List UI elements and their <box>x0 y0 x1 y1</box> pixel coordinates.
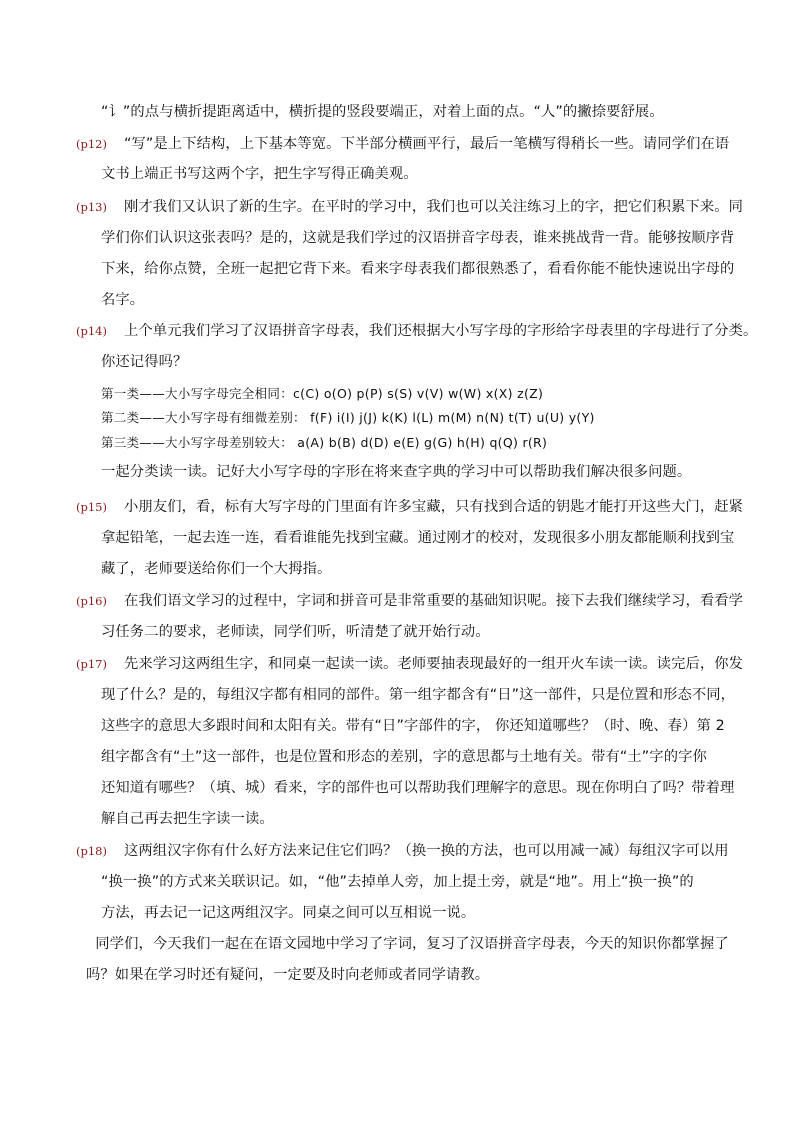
paragraph-line: 藏了，老师要送给你们一个大拇指。 <box>101 561 332 577</box>
page-label-p14: (p14) <box>76 324 107 338</box>
letter-class-2: 第二类——大小写字母有细微差别： f(F) i(I) j(J) k(K) l(L) m(M) n(N) t(T) u(U) y(Y) <box>101 410 595 425</box>
paragraph-line: 组字都含有“土”这一部件，也是位置和形态的差别，字的意思都与土地有关。带有“土”字的字你 <box>101 749 707 765</box>
conclusion-line: 同学们，今天我们一起在在语文园地中学习了字词，复习了汉语拼音字母表，今天的知识你都掌握了 <box>86 936 729 952</box>
paragraph-line: 还知道有哪些？（填、城）看来，字的部件也可以帮助我们理解字的意思。现在你明白了吗？带着理 <box>101 780 735 796</box>
paragraph-line: 这些字的意思大多跟时间和太阳有关。带有“日”字部件的字， 你还知道哪些？（时、晚、春）第 2 <box>101 718 725 734</box>
intro-line: “讠”的点与横折提距离适中，横折提的竖段要端正，对着上面的点。“人”的撇捺要舒展。 <box>101 104 664 120</box>
paragraph-line: 先来学习这两组生字，和同桌一起读一读。老师要抽表现最好的一组开火车读一读。读完后，你发 <box>124 656 744 672</box>
paragraph-line: 你还记得吗？ <box>101 354 188 370</box>
page-label-p12: (p12) <box>76 137 107 151</box>
paragraph-line: 习任务二的要求，老师读，同学们听，听清楚了就开始行动。 <box>101 624 490 640</box>
paragraph-line: 下来，给你点赞，全班一起把它背下来。看来字母表我们都很熟悉了，看看你能不能快速说出字母的 <box>101 261 735 277</box>
paragraph-line: 刚才我们又认识了新的生字。在平时的学习中，我们也可以关注练习上的字，把它们积累下来。同 <box>124 199 744 215</box>
page-label-p13: (p13) <box>76 200 107 214</box>
paragraph-line: “写”是上下结构，上下基本等宽。下半部分横画平行，最后一笔横写得稍长一些。请同学们在语 <box>124 136 730 152</box>
page-label-p18: (p18) <box>76 844 107 858</box>
paragraph-line: 名字。 <box>101 292 145 308</box>
paragraph-line: 文书上端正书写这两个字，把生字写得正确美观。 <box>101 166 418 182</box>
paragraph-line: 现了什么？是的，每组汉字都有相同的部件。第一组字都含有“日”这一部件，只是位置和形态不同， <box>101 687 736 703</box>
paragraph-line: 小朋友们，看，标有大写字母的门里面有许多宝藏，只有找到合适的钥匙才能打开这些大门，赶紧 <box>124 499 744 515</box>
paragraph-line: 这两组汉字你有什么好方法来记住它们吗？（换一换的方法，也可以用减一减）每组汉字可以用 <box>124 843 729 859</box>
paragraph-line: 在我们语文学习的过程中，字词和拼音可是非常重要的基础知识呢。接下去我们继续学习，看看学 <box>124 593 744 609</box>
page-label-p15: (p15) <box>76 500 107 514</box>
paragraph-line: 拿起铅笔，一起去连一连，看看谁能先找到宝藏。通过刚才的校对，发现很多小朋友都能顺利找到宝 <box>101 530 735 546</box>
paragraph-line: 学们你们认识这张表吗？是的，这就是我们学过的汉语拼音字母表，谁来挑战背一背。能够按顺序背 <box>101 230 735 246</box>
conclusion-line: 吗？如果在学习时还有疑问，一定要及时向老师或者同学请教。 <box>86 967 490 983</box>
paragraph-line: “换一换”的方式来关联识记。如，“他”去掉单人旁，加上提土旁，就是“地”。用上“换一换”的 <box>101 874 694 890</box>
paragraph-line: 一起分类读一读。记好大小写字母的字形在将来查字典的学习中可以帮助我们解决很多问题。 <box>101 464 692 480</box>
paragraph-line: 方法，再去记一记这两组汉字。同桌之间可以互相说一说。 <box>101 905 476 921</box>
letter-class-1: 第一类——大小写字母完全相同：c(C) o(O) p(P) s(S) v(V) w(W) x(X) z(Z) <box>101 386 544 401</box>
page-label-p16: (p16) <box>76 594 107 608</box>
letter-class-3: 第三类——大小写字母差别较大： a(A) b(B) d(D) e(E) g(G) h(H) q(Q) r(R) <box>101 435 548 450</box>
paragraph-line: 上个单元我们学习了汉语拼音字母表，我们还根据大小写字母的字形给字母表里的字母进行了分类。 <box>124 323 758 339</box>
page-label-p17: (p17) <box>76 657 107 671</box>
paragraph-line: 解自己再去把生字读一读。 <box>101 811 274 827</box>
